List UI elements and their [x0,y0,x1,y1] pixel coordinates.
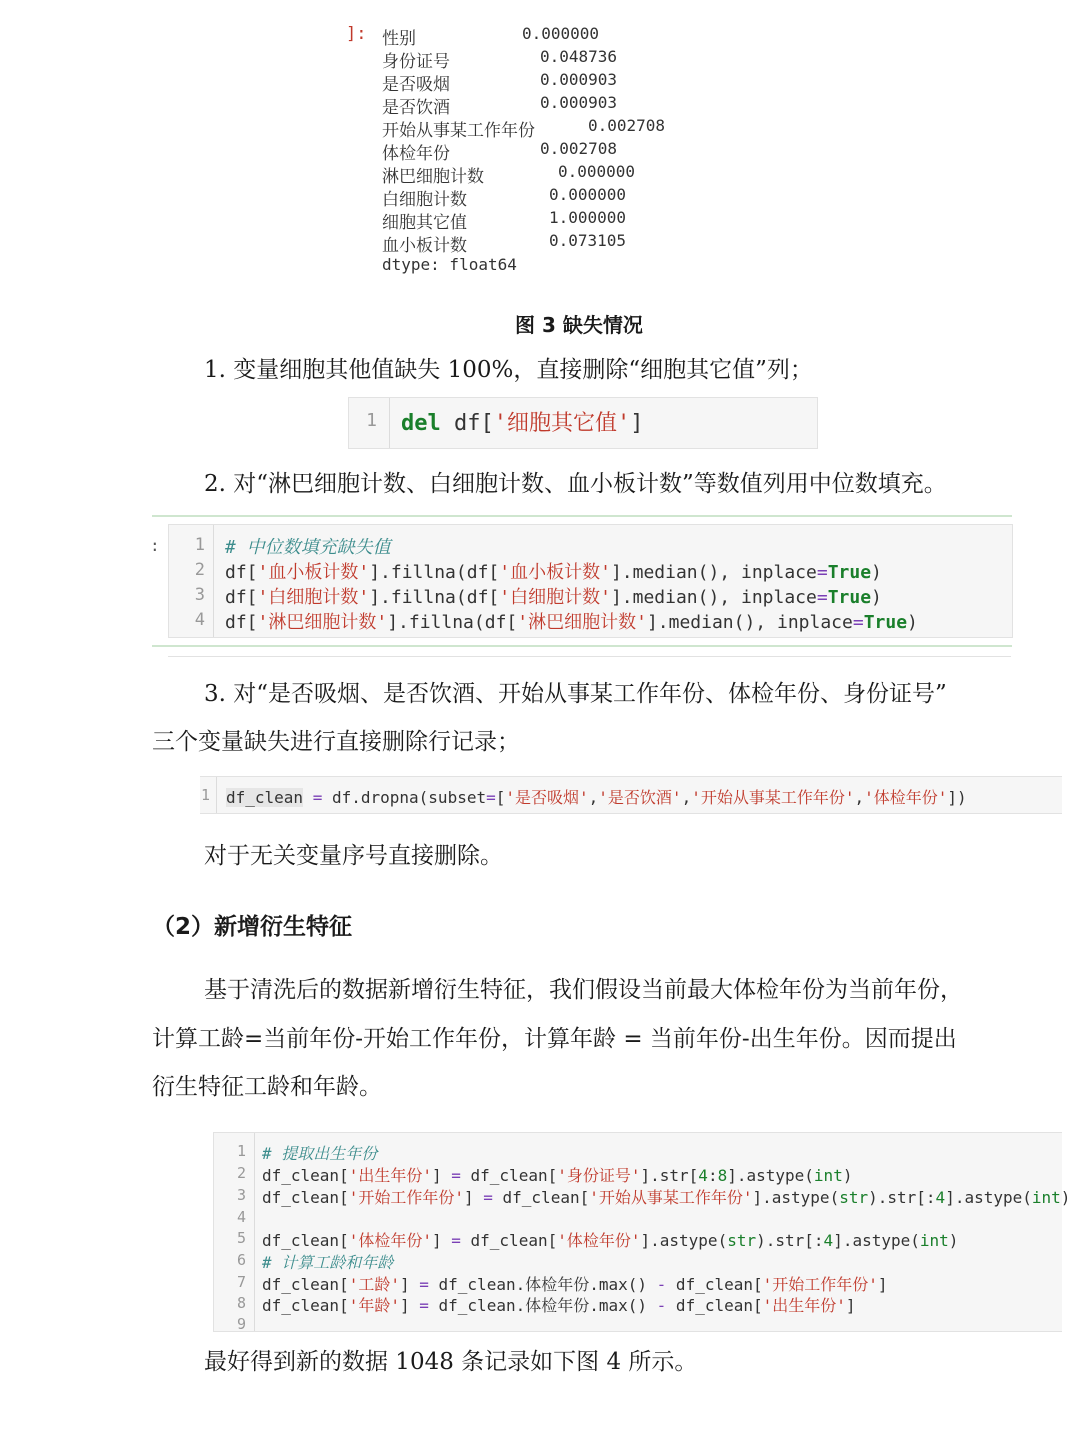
code-text: ].median(), inplace [646,612,853,633]
code-text: [ [495,788,506,807]
paragraph-derive-line2: 计算工龄=当前年份-开始工作年份，计算年龄 = 当前年份-出生年份。因而提出 [152,1026,957,1052]
string-literal: '白细胞计数' [499,587,611,608]
final-paragraph: 最好得到新的数据 1048 条记录如下图 4 所示。 [204,1349,698,1375]
line-number: 1 [200,786,210,804]
operator: - [656,1296,667,1315]
code-comment: # 中位数填充缺失值 [225,537,391,558]
output-row-value: 0.000000 [522,24,600,43]
output-prompt: ]: [346,24,367,44]
output-row-label: 性别 [382,29,416,49]
line-number: 9 [236,1315,246,1333]
builtin: str [839,1188,869,1207]
code-text: df_clean.体检年份.max() [428,1275,657,1294]
line-number: 5 [236,1229,246,1247]
code-text: ].str[ [640,1166,699,1185]
operator: - [656,1275,667,1294]
code-block-derive [213,1132,1071,1333]
code-text: ) [871,587,882,608]
string-literal: '是否饮酒' [598,788,682,807]
number-literal: 4 [698,1166,708,1185]
code-comment: # 提取出生年份 [262,1144,378,1163]
next-cell-edge [168,656,1011,663]
line-number: 1 [194,535,205,555]
code-text: ].astype( [945,1188,1032,1207]
code-text: df_clean[ [666,1275,763,1294]
number-literal: 4 [823,1231,834,1250]
code-text: ].astype( [640,1231,728,1250]
code-text: , [854,788,865,807]
code-text: ) [1060,1188,1071,1207]
step3-text-line2: 三个变量缺失进行直接删除行记录； [152,729,520,755]
step3-text-line1: 3. 对“是否吸烟、是否饮酒、开始从事某工作年份、体检年份、身份证号” [204,681,947,707]
string-literal: '出生年份' [348,1166,432,1185]
output-row [382,116,666,141]
code-text: ].median(), inplace [610,587,817,608]
string-literal: '开始工作年份' [348,1188,464,1207]
output-row [382,93,618,118]
string-literal: '淋巴细胞计数' [517,612,647,633]
line-number: 1 [366,410,377,431]
paragraph-irrelevant-vars: 对于无关变量序号直接删除。 [204,843,503,869]
paragraph-derive-line1: 基于清洗后的数据新增衍生特征，我们假设当前最大体检年份为当前年份， [204,977,963,1003]
output-row-label: 白细胞计数 [382,190,467,210]
operator: = [451,1166,461,1185]
step1-text: 1. 变量细胞其他值缺失 100%，直接删除“细胞其它值”列； [204,357,813,383]
line-number: 2 [236,1164,246,1182]
code-text: df_clean[ [460,1231,558,1250]
cell-border-bottom [152,645,1012,647]
section-heading: （2）新增衍生特征 [152,914,353,940]
string-literal: '体检年份' [557,1231,641,1250]
code-text: df_clean[ [492,1188,590,1207]
code-text: ) [871,562,882,583]
output-row [382,185,627,210]
code-text: ].fillna(df[ [387,612,518,633]
code-text: , [588,788,599,807]
operator: = [419,1296,429,1315]
output-row-value: 0.000903 [540,93,618,112]
output-row-value: 0.002708 [540,139,618,158]
code-text: df.dropna(subset [331,788,487,807]
line-number: 8 [236,1294,246,1312]
operator: = [451,1231,461,1250]
string-literal: '出生年份' [762,1296,846,1315]
code-text: df_clean[ [262,1275,349,1294]
code-block-delete-column [348,397,818,449]
output-row [382,162,636,187]
string-literal: '年龄' [348,1296,400,1315]
code-text: , [681,788,692,807]
code-text: ].fillna(df[ [369,587,500,608]
output-row-value: 0.002708 [588,116,666,135]
output-dtype: dtype: float64 [382,255,517,274]
code-text: ] [845,1296,856,1315]
code-line [401,406,643,437]
code-text: ).str[: [756,1231,824,1250]
string-literal: '白细胞计数' [257,587,370,608]
string-literal: '细胞其它值' [493,411,631,436]
code-text: ) [842,1166,853,1185]
cell-prompt: : [150,536,160,555]
code-text: df_clean.体检年份.max() [428,1296,657,1315]
code-comment: # 计算工龄和年龄 [262,1253,394,1272]
builtin: int [1031,1188,1061,1207]
output-row-label: 身份证号 [382,52,450,72]
string-literal: '血小板计数' [257,562,370,583]
line-number: 3 [194,585,205,605]
code-text: ] [431,1231,452,1250]
code-line [262,1228,958,1251]
keyword-true: True [863,612,908,633]
code-text: df[ [225,587,258,608]
output-row-value: 0.048736 [540,47,618,66]
operator: = [303,788,332,807]
string-literal: '工龄' [348,1275,400,1294]
output-row [382,231,627,256]
string-literal: '体检年份' [348,1231,432,1250]
code-text: ).str[: [868,1188,936,1207]
string-literal: '是否吸烟' [505,788,589,807]
code-text: ].astype( [752,1188,840,1207]
string-literal: '淋巴细胞计数' [257,612,388,633]
operator: = [816,562,828,583]
output-row [382,139,618,164]
code-line [225,558,882,584]
output-row-value: 0.000000 [549,185,627,204]
code-text: df[ [225,612,258,633]
code-line [262,1293,856,1316]
cell-border-top [152,515,1012,517]
code-text: df[ [440,411,494,436]
keyword-del: del [401,411,441,436]
string-literal: '血小板计数' [499,562,611,583]
code-text: ]) [947,788,967,807]
paragraph-derive-line3: 衍生特征工龄和年龄。 [152,1074,382,1100]
line-number: 3 [236,1186,246,1204]
number-literal: 8 [717,1166,728,1185]
operator: = [852,612,864,633]
line-number: 2 [194,560,205,580]
variable-df-clean: df_clean [226,788,304,807]
code-line [225,608,918,634]
code-line [262,1185,1070,1208]
string-literal: '身份证号' [557,1166,641,1185]
code-text: ] [877,1275,888,1294]
code-block-fillna [168,524,1013,638]
output-row-value: 0.073105 [549,231,627,250]
code-line [226,785,967,808]
code-line [262,1272,888,1295]
output-row-label: 开始从事某工作年份 [382,121,535,141]
output-row-value: 1.000000 [549,208,627,227]
output-row-label: 是否吸烟 [382,75,450,95]
operator: = [486,788,496,807]
keyword-true: True [827,562,872,583]
code-text: df_clean[ [262,1296,349,1315]
code-text: ] [630,411,644,436]
output-row [382,70,618,95]
code-text: ] [463,1188,484,1207]
code-text: ] [399,1275,420,1294]
string-literal: '开始工作年份' [762,1275,878,1294]
code-block-dropna [200,776,1062,814]
keyword-true: True [827,587,872,608]
output-row-label: 淋巴细胞计数 [382,167,484,187]
string-literal: '体检年份' [864,788,948,807]
line-number: 4 [236,1208,246,1226]
code-text: ].median(), inplace [610,562,817,583]
operator: = [816,587,828,608]
code-text: ].astype( [727,1166,814,1185]
builtin: int [919,1231,949,1250]
output-row-label: 细胞其它值 [382,213,467,233]
operator: = [419,1275,429,1294]
code-text: ) [907,612,918,633]
output-row [382,47,618,72]
output-row-label: 血小板计数 [382,236,467,256]
code-text: ) [948,1231,959,1250]
code-text: df_clean[ [262,1166,349,1185]
output-row-value: 0.000000 [558,162,636,181]
builtin: str [727,1231,757,1250]
code-text: df_clean[ [666,1296,763,1315]
code-text: ].fillna(df[ [369,562,500,583]
output-row-label: 体检年份 [382,144,450,164]
line-number: 4 [194,610,205,630]
number-literal: 4 [935,1188,946,1207]
builtin: int [813,1166,843,1185]
string-literal: '开始从事某工作年份' [691,788,855,807]
string-literal: '开始从事某工作年份' [589,1188,753,1207]
output-row [382,208,627,233]
code-text: df_clean[ [262,1188,349,1207]
output-row-value: 0.000903 [540,70,618,89]
line-number: 7 [236,1273,246,1291]
line-number: 6 [236,1251,246,1269]
output-row [382,24,600,49]
code-text: : [707,1166,718,1185]
code-text: df_clean[ [460,1166,558,1185]
code-text: ].astype( [833,1231,920,1250]
operator: = [483,1188,493,1207]
line-number: 1 [236,1142,246,1160]
step2-text: 2. 对“淋巴细胞计数、白细胞计数、血小板计数”等数值列用中位数填充。 [204,471,947,497]
code-line [262,1163,852,1186]
code-text: ] [431,1166,452,1185]
code-text: ] [399,1296,420,1315]
code-text: df[ [225,562,258,583]
code-text: df_clean[ [262,1231,349,1250]
figure-caption: 图 3 缺失情况 [515,313,643,337]
code-line [225,583,882,609]
output-row-label: 是否饮酒 [382,98,450,118]
